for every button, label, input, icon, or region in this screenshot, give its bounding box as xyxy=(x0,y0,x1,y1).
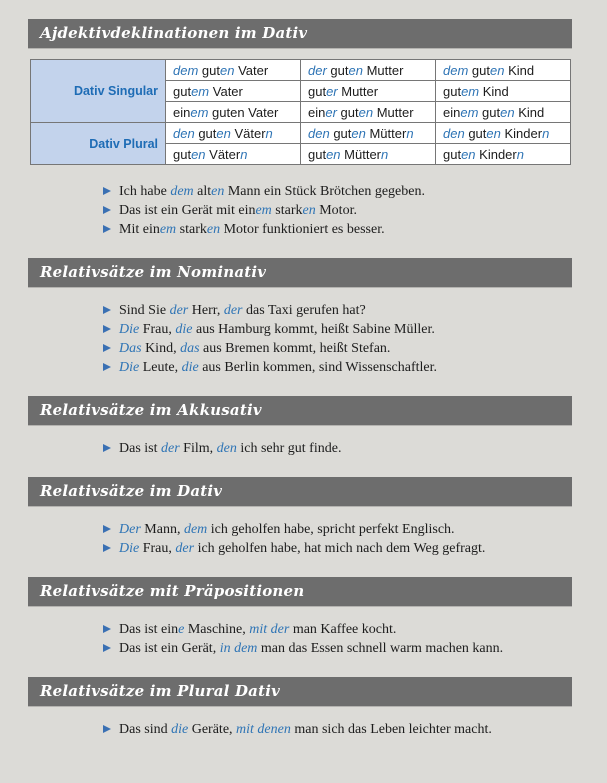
example-sentence xyxy=(119,622,396,637)
text-segment: gut xyxy=(478,104,501,120)
text-segment: Väter xyxy=(230,125,266,141)
text-segment: ich geholfen habe, hat mich nach dem Weg gefragt. xyxy=(194,541,486,556)
section-header xyxy=(28,258,572,287)
text-segment: Frau, xyxy=(139,541,176,556)
highlighted-word: en xyxy=(500,104,515,120)
example-item xyxy=(103,520,607,539)
text-segment: stark xyxy=(176,222,207,237)
example-item xyxy=(103,720,607,739)
text-segment: gut xyxy=(464,125,487,141)
text-segment: gut xyxy=(173,83,192,99)
text-segment: aus Bremen kommt, heißt Stefan. xyxy=(199,341,391,356)
declension-table xyxy=(30,59,571,165)
text-segment: Mann ein Stück Brötchen gegeben. xyxy=(224,184,425,199)
text-segment: gut xyxy=(308,83,327,99)
example-item xyxy=(103,301,607,320)
text-segment: man sich das Leben leichter macht. xyxy=(290,722,492,737)
text-segment: ein xyxy=(173,104,191,120)
declension-cell xyxy=(166,102,301,123)
bullet-triangle-icon xyxy=(103,625,111,633)
text-segment: Das ist ein Gerät, xyxy=(119,641,220,656)
text-segment: Kind xyxy=(504,62,535,78)
text-segment: aus Hamburg kommt, heißt Sabine Müller. xyxy=(192,322,435,337)
example-sentence xyxy=(119,184,425,199)
highlighted-word: em xyxy=(460,104,479,120)
text-segment: gut xyxy=(329,125,352,141)
text-segment: Film, xyxy=(179,441,217,456)
highlighted-word: em xyxy=(461,83,480,99)
declension-cell xyxy=(166,144,301,165)
text-segment: Sind Sie xyxy=(119,303,170,318)
bullet-triangle-icon xyxy=(103,306,111,314)
highlighted-word: em xyxy=(159,222,177,237)
section-title: Ajdektivdeklinationen im Dativ xyxy=(40,24,308,42)
highlighted-word: en xyxy=(351,125,366,141)
text-segment: alt xyxy=(193,184,212,199)
highlighted-word: Die xyxy=(119,322,140,337)
section-header xyxy=(28,396,572,425)
section-relativsaetze-mit-praepositionen xyxy=(0,577,607,658)
highlighted-word: den xyxy=(443,125,465,141)
example-item xyxy=(103,220,607,239)
highlighted-word: n xyxy=(406,125,414,141)
highlighted-word: dem xyxy=(170,184,194,199)
text-segment: das Taxi gerufen hat? xyxy=(242,303,366,318)
table-row xyxy=(31,60,571,81)
example-item xyxy=(103,358,607,377)
text-segment: Mütter xyxy=(365,125,407,141)
text-segment: aus Berlin kommen, sind Wissenschaftler. xyxy=(198,360,438,375)
section-header xyxy=(28,677,572,706)
text-segment: Das ist ein xyxy=(119,622,179,637)
bullet-triangle-icon xyxy=(103,344,111,352)
text-segment: gut xyxy=(308,146,327,162)
highlighted-word: den xyxy=(216,441,237,456)
table-row-label: Dativ Singular xyxy=(31,60,166,123)
text-segment: gut xyxy=(336,104,359,120)
text-segment: gut xyxy=(443,146,462,162)
highlighted-word: dem xyxy=(183,522,208,537)
text-segment: Mit ein xyxy=(119,222,160,237)
highlighted-word: en xyxy=(206,222,221,237)
example-sentence xyxy=(119,341,390,356)
section-title: Relativsätze im Dativ xyxy=(40,482,223,500)
text-segment: Herr, xyxy=(188,303,224,318)
highlighted-word: Die xyxy=(119,541,140,556)
example-sentence xyxy=(119,722,492,737)
example-item xyxy=(103,182,607,201)
highlighted-word: Der xyxy=(119,522,141,537)
bullet-triangle-icon xyxy=(103,187,111,195)
text-segment: man Kaffee kocht. xyxy=(289,622,397,637)
highlighted-word: en xyxy=(461,146,476,162)
worksheet-page xyxy=(0,19,607,739)
example-sentence xyxy=(119,222,385,237)
highlighted-word: der xyxy=(169,303,189,318)
declension-cell xyxy=(436,102,571,123)
example-item xyxy=(103,320,607,339)
highlighted-word: en xyxy=(191,146,206,162)
example-list xyxy=(103,182,607,239)
text-segment: gut xyxy=(468,62,490,78)
example-list xyxy=(103,520,607,558)
text-segment: Väter xyxy=(205,146,241,162)
example-item xyxy=(103,439,607,458)
highlighted-word: en xyxy=(486,125,501,141)
declension-cell xyxy=(436,81,571,102)
section-relativsaetze-im-plural-dativ xyxy=(0,677,607,739)
text-segment: ich geholfen habe, spricht perfekt Englisch. xyxy=(207,522,455,537)
text-segment: gut xyxy=(173,146,192,162)
highlighted-word: der xyxy=(175,541,195,556)
bullet-triangle-icon xyxy=(103,544,111,552)
highlighted-word: der xyxy=(308,62,327,78)
text-segment: stark xyxy=(271,203,303,218)
highlighted-word: die xyxy=(175,322,193,337)
text-segment: Mutter xyxy=(337,83,379,99)
text-segment: Das ist ein Gerät mit ein xyxy=(119,203,256,218)
example-sentence xyxy=(119,360,437,375)
text-segment: Das ist xyxy=(119,441,161,456)
highlighted-word: mit der xyxy=(249,622,290,637)
example-sentence xyxy=(119,522,455,537)
highlighted-word: en xyxy=(358,104,374,120)
text-segment: Geräte, xyxy=(188,722,237,737)
highlighted-word: en xyxy=(216,125,231,141)
highlighted-word: em xyxy=(190,104,209,120)
text-segment: gut xyxy=(326,62,349,78)
text-segment: guten Vater xyxy=(208,104,279,120)
declension-cell xyxy=(301,60,436,81)
highlighted-word: en xyxy=(211,184,225,199)
example-item xyxy=(103,201,607,220)
example-item xyxy=(103,339,607,358)
text-segment: ich sehr gut finde. xyxy=(236,441,342,456)
highlighted-word: er xyxy=(325,104,337,120)
bullet-triangle-icon xyxy=(103,363,111,371)
bullet-triangle-icon xyxy=(103,525,111,533)
text-segment: Motor. xyxy=(315,203,357,218)
text-segment: man das Essen schnell warm machen kann. xyxy=(257,641,504,656)
declension-cell xyxy=(436,123,571,144)
example-list xyxy=(103,720,607,739)
declension-cell xyxy=(166,123,301,144)
highlighted-word: n xyxy=(381,146,389,162)
declension-cell xyxy=(301,102,436,123)
text-segment: Kind xyxy=(479,83,509,99)
section-relativsaetze-im-dativ xyxy=(0,477,607,558)
bullet-triangle-icon xyxy=(103,725,111,733)
text-segment: Vater xyxy=(209,83,243,99)
example-item xyxy=(103,639,607,658)
text-segment: ein xyxy=(443,104,461,120)
highlighted-word: die xyxy=(181,360,199,375)
text-segment: ein xyxy=(308,104,326,120)
highlighted-word: Die xyxy=(119,360,140,375)
text-segment: Frau, xyxy=(139,322,176,337)
bullet-triangle-icon xyxy=(103,444,111,452)
highlighted-word: das xyxy=(180,341,200,356)
table-row-label: Dativ Plural xyxy=(31,123,166,165)
highlighted-word: n xyxy=(240,146,248,162)
highlighted-word: mit denen xyxy=(236,722,291,737)
declension-cell xyxy=(166,60,301,81)
highlighted-word: en xyxy=(219,62,235,78)
text-segment: Kind, xyxy=(141,341,181,356)
highlighted-word: em xyxy=(255,203,272,218)
highlighted-word: en xyxy=(302,203,316,218)
section-header xyxy=(28,19,572,48)
declension-cell xyxy=(301,81,436,102)
highlighted-word: n xyxy=(516,146,524,162)
highlighted-word: n xyxy=(265,125,273,141)
highlighted-word: em xyxy=(191,83,210,99)
text-segment: Kinder xyxy=(500,125,543,141)
highlighted-word: dem xyxy=(443,62,469,78)
text-segment: Mütter xyxy=(340,146,382,162)
text-segment: Das sind xyxy=(119,722,172,737)
example-sentence xyxy=(119,641,503,656)
example-list xyxy=(103,439,607,458)
declension-cell xyxy=(166,81,301,102)
text-segment: Maschine, xyxy=(184,622,250,637)
example-sentence xyxy=(119,303,366,318)
text-segment: gut xyxy=(443,83,462,99)
declension-cell xyxy=(436,144,571,165)
example-list xyxy=(103,620,607,658)
highlighted-word: n xyxy=(542,125,550,141)
table-row xyxy=(31,123,571,144)
example-sentence xyxy=(119,322,435,337)
text-segment: Kind xyxy=(514,104,545,120)
bullet-triangle-icon xyxy=(103,206,111,214)
example-item xyxy=(103,539,607,558)
declension-cell xyxy=(436,60,571,81)
section-title: Relativsätze im Akkusativ xyxy=(40,401,262,419)
section-title: Relativsätze mit Präpositionen xyxy=(40,582,305,600)
highlighted-word: den xyxy=(308,125,330,141)
text-segment: gut xyxy=(198,62,220,78)
text-segment: Vater xyxy=(234,62,269,78)
example-item xyxy=(103,620,607,639)
section-title: Relativsätze im Plural Dativ xyxy=(40,682,281,700)
section-title: Relativsätze im Nominativ xyxy=(40,263,267,281)
text-segment: gut xyxy=(194,125,217,141)
highlighted-word: e xyxy=(178,622,185,637)
text-segment: Mutter xyxy=(362,62,404,78)
highlighted-word: der xyxy=(223,303,243,318)
declension-cell xyxy=(301,123,436,144)
highlighted-word: der xyxy=(161,441,180,456)
bullet-triangle-icon xyxy=(103,225,111,233)
bullet-triangle-icon xyxy=(103,325,111,333)
text-segment: Ich habe xyxy=(119,184,171,199)
highlighted-word: en xyxy=(326,146,341,162)
section-adjektivdeklinationen-im-dativ xyxy=(0,19,607,239)
text-segment: Leute, xyxy=(139,360,182,375)
text-segment: Kinder xyxy=(475,146,517,162)
text-segment: Mann, xyxy=(140,522,184,537)
example-sentence xyxy=(119,441,341,456)
highlighted-word: in dem xyxy=(219,641,258,656)
example-sentence xyxy=(119,203,357,218)
example-list xyxy=(103,301,607,377)
section-relativsaetze-im-akkusativ xyxy=(0,396,607,458)
section-header xyxy=(28,477,572,506)
text-segment: Motor funktioniert es besser. xyxy=(220,222,385,237)
highlighted-word: en xyxy=(489,62,505,78)
highlighted-word: en xyxy=(348,62,363,78)
highlighted-word: die xyxy=(171,722,189,737)
declension-table-wrap xyxy=(30,59,607,165)
highlighted-word: den xyxy=(173,125,195,141)
bullet-triangle-icon xyxy=(103,644,111,652)
example-sentence xyxy=(119,541,485,556)
highlighted-word: dem xyxy=(173,62,199,78)
highlighted-word: Das xyxy=(119,341,142,356)
text-segment: Mutter xyxy=(373,104,414,120)
section-relativsaetze-im-nominativ xyxy=(0,258,607,377)
declension-cell xyxy=(301,144,436,165)
highlighted-word: er xyxy=(326,83,338,99)
section-header xyxy=(28,577,572,606)
